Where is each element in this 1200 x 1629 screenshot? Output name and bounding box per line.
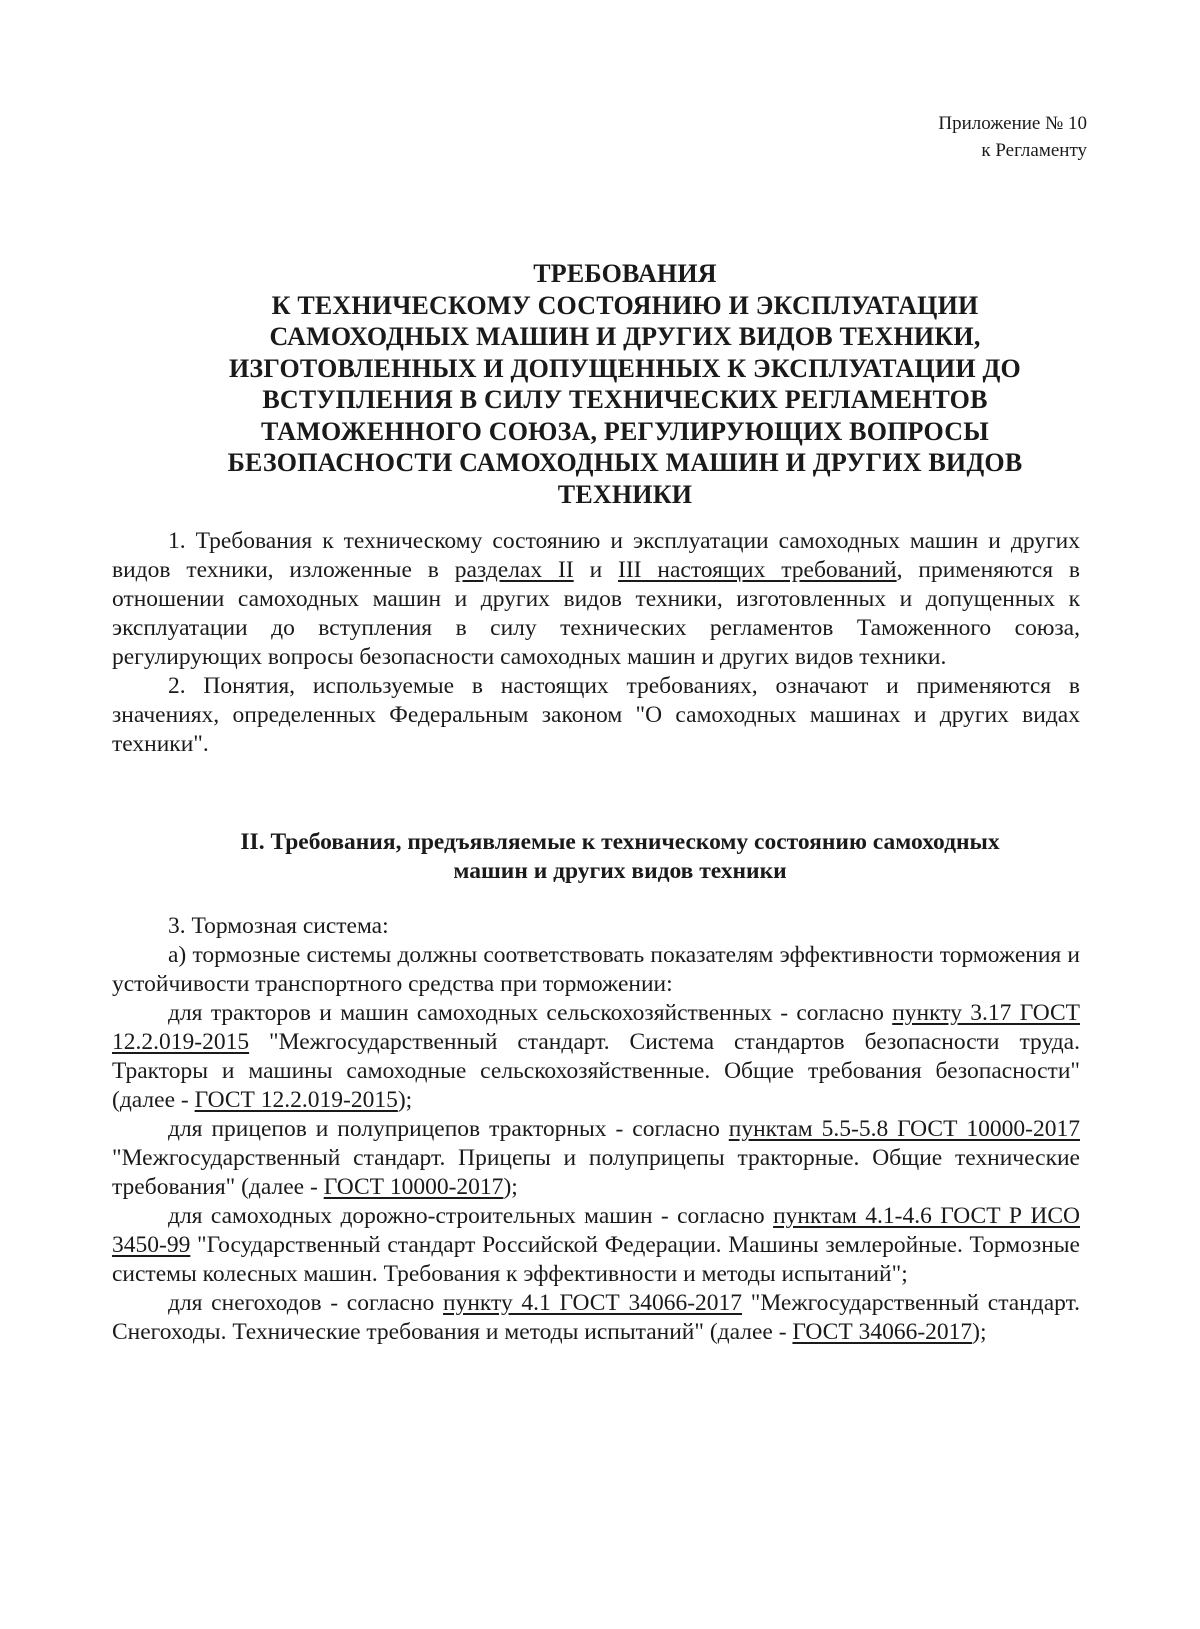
link-section-iii[interactable]: III настоящих требований xyxy=(618,557,897,583)
appendix-regulation: к Регламенту xyxy=(981,140,1087,161)
title-line: САМОХОДНЫХ МАШИН И ДРУГИХ ВИДОВ ТЕХНИКИ, xyxy=(269,322,981,351)
paragraph-text: , применяются в отношении самоходных машин и других видов техники, изготовленных и допущенных к эксплуатации до вступления в силу технических регламентов Таможенного союза, регулирующих вопросы безопасности самоходных машин и других видов техники. xyxy=(112,557,1080,670)
paragraph-text: для тракторов и машин самоходных сельскохозяйственных - согласно xyxy=(168,1000,893,1026)
title-line: ВСТУПЛЕНИЯ В СИЛУ ТЕХНИЧЕСКИХ РЕГЛАМЕНТОВ xyxy=(262,385,988,414)
paragraph-text: для самоходных дорожно-строительных машин - согласно xyxy=(168,1203,774,1229)
paragraph-text: для снегоходов - согласно xyxy=(168,1290,444,1316)
paragraph-text: 1. Требования к техническому состоянию и эксплуатации самоходных машин и других видов техники, изложенные в xyxy=(112,528,1080,583)
link-gost-12-2-019-clause[interactable]: пункту 3.17 ГОСТ 12.2.019-2015 xyxy=(112,1000,1080,1055)
link-gost-12-2-019[interactable]: ГОСТ 12.2.019-2015 xyxy=(194,1087,398,1113)
paragraph-3a: а) тормозные системы должны соответствовать показателям эффективности торможения и устойчивости транспортного средства при торможении: xyxy=(112,942,1080,997)
link-gost-34066-clause[interactable]: пункту 4.1 ГОСТ 34066-2017 xyxy=(443,1290,743,1316)
title-line: ИЗГОТОВЛЕННЫХ И ДОПУЩЕННЫХ К ЭКСПЛУАТАЦИИ ДО xyxy=(229,353,1021,383)
paragraph-text: "Межгосударственный стандарт. Прицепы и полуприцепы тракторные. Общие технические требования" (далее - xyxy=(112,1145,1080,1200)
paragraph-text: ); xyxy=(503,1174,518,1200)
paragraph-3: 3. Тормозная система: xyxy=(168,913,389,939)
paragraph-text: для прицепов и полуприцепов тракторных - согласно xyxy=(168,1116,729,1142)
paragraph-text: ); xyxy=(397,1087,413,1113)
title-line: К ТЕХНИЧЕСКОМУ СОСТОЯНИЮ И ЭКСПЛУАТАЦИИ xyxy=(271,290,979,320)
title-line: БЕЗОПАСНОСТИ САМОХОДНЫХ МАШИН И ДРУГИХ ВИДОВ xyxy=(227,448,1023,477)
appendix-reference xyxy=(938,110,1087,164)
paragraph-1 xyxy=(112,527,1080,672)
link-sections-ii[interactable]: разделах II xyxy=(454,557,574,583)
link-gost-10000[interactable]: ГОСТ 10000-2017 xyxy=(323,1174,504,1200)
paragraph-text: ); xyxy=(972,1319,987,1345)
title-line: ТАМОЖЕННОГО СОЮЗА, РЕГУЛИРУЮЩИХ ВОПРОСЫ xyxy=(261,416,989,446)
link-gost-10000-clause[interactable]: пунктам 5.5-5.8 ГОСТ 10000-2017 xyxy=(728,1116,1080,1142)
paragraph-tractors xyxy=(112,999,1080,1115)
title-line: ТРЕБОВАНИЯ xyxy=(533,259,717,288)
intro-section xyxy=(112,527,1080,759)
paragraph-text: и xyxy=(573,557,619,583)
section-heading-line: машин и других видов техники xyxy=(453,858,787,884)
section-ii-heading xyxy=(150,828,1090,886)
link-gost-r-iso-3450-clause[interactable]: пунктам 4.1-4.6 ГОСТ Р ИСО 3450-99 xyxy=(112,1203,1081,1258)
section-heading-line: II. Требования, предъявляемые к техническому состоянию самоходных xyxy=(240,829,1000,855)
document-title xyxy=(190,258,1060,510)
link-gost-34066[interactable]: ГОСТ 34066-2017 xyxy=(792,1319,973,1345)
paragraph-road-machines xyxy=(112,1202,1080,1289)
paragraph-trailers xyxy=(112,1115,1080,1202)
paragraph-text: "Межгосударственный стандарт. Снегоходы. Технические требования и методы испытаний" (далее - xyxy=(112,1290,1080,1345)
paragraph-2: 2. Понятия, используемые в настоящих требованиях, означают и применяются в значениях, определенных Федеральным законом "О самоходных машинах и других видах техники". xyxy=(112,673,1080,757)
title-line: ТЕХНИКИ xyxy=(557,479,693,509)
appendix-number: Приложение № 10 xyxy=(938,113,1087,134)
paragraph-text: "Межгосударственный стандарт. Система стандартов безопасности труда. Тракторы и машины самоходные сельскохозяйственные. Общие требования безопасности" (далее - xyxy=(112,1029,1080,1113)
section-ii-body xyxy=(112,912,1080,1347)
paragraph-text: "Государственный стандарт Российской Федерации. Машины землеройные. Тормозные системы колесных машин. Требования к эффективности и методы испытаний"; xyxy=(112,1232,1080,1287)
paragraph-snowmobiles xyxy=(112,1289,1080,1347)
